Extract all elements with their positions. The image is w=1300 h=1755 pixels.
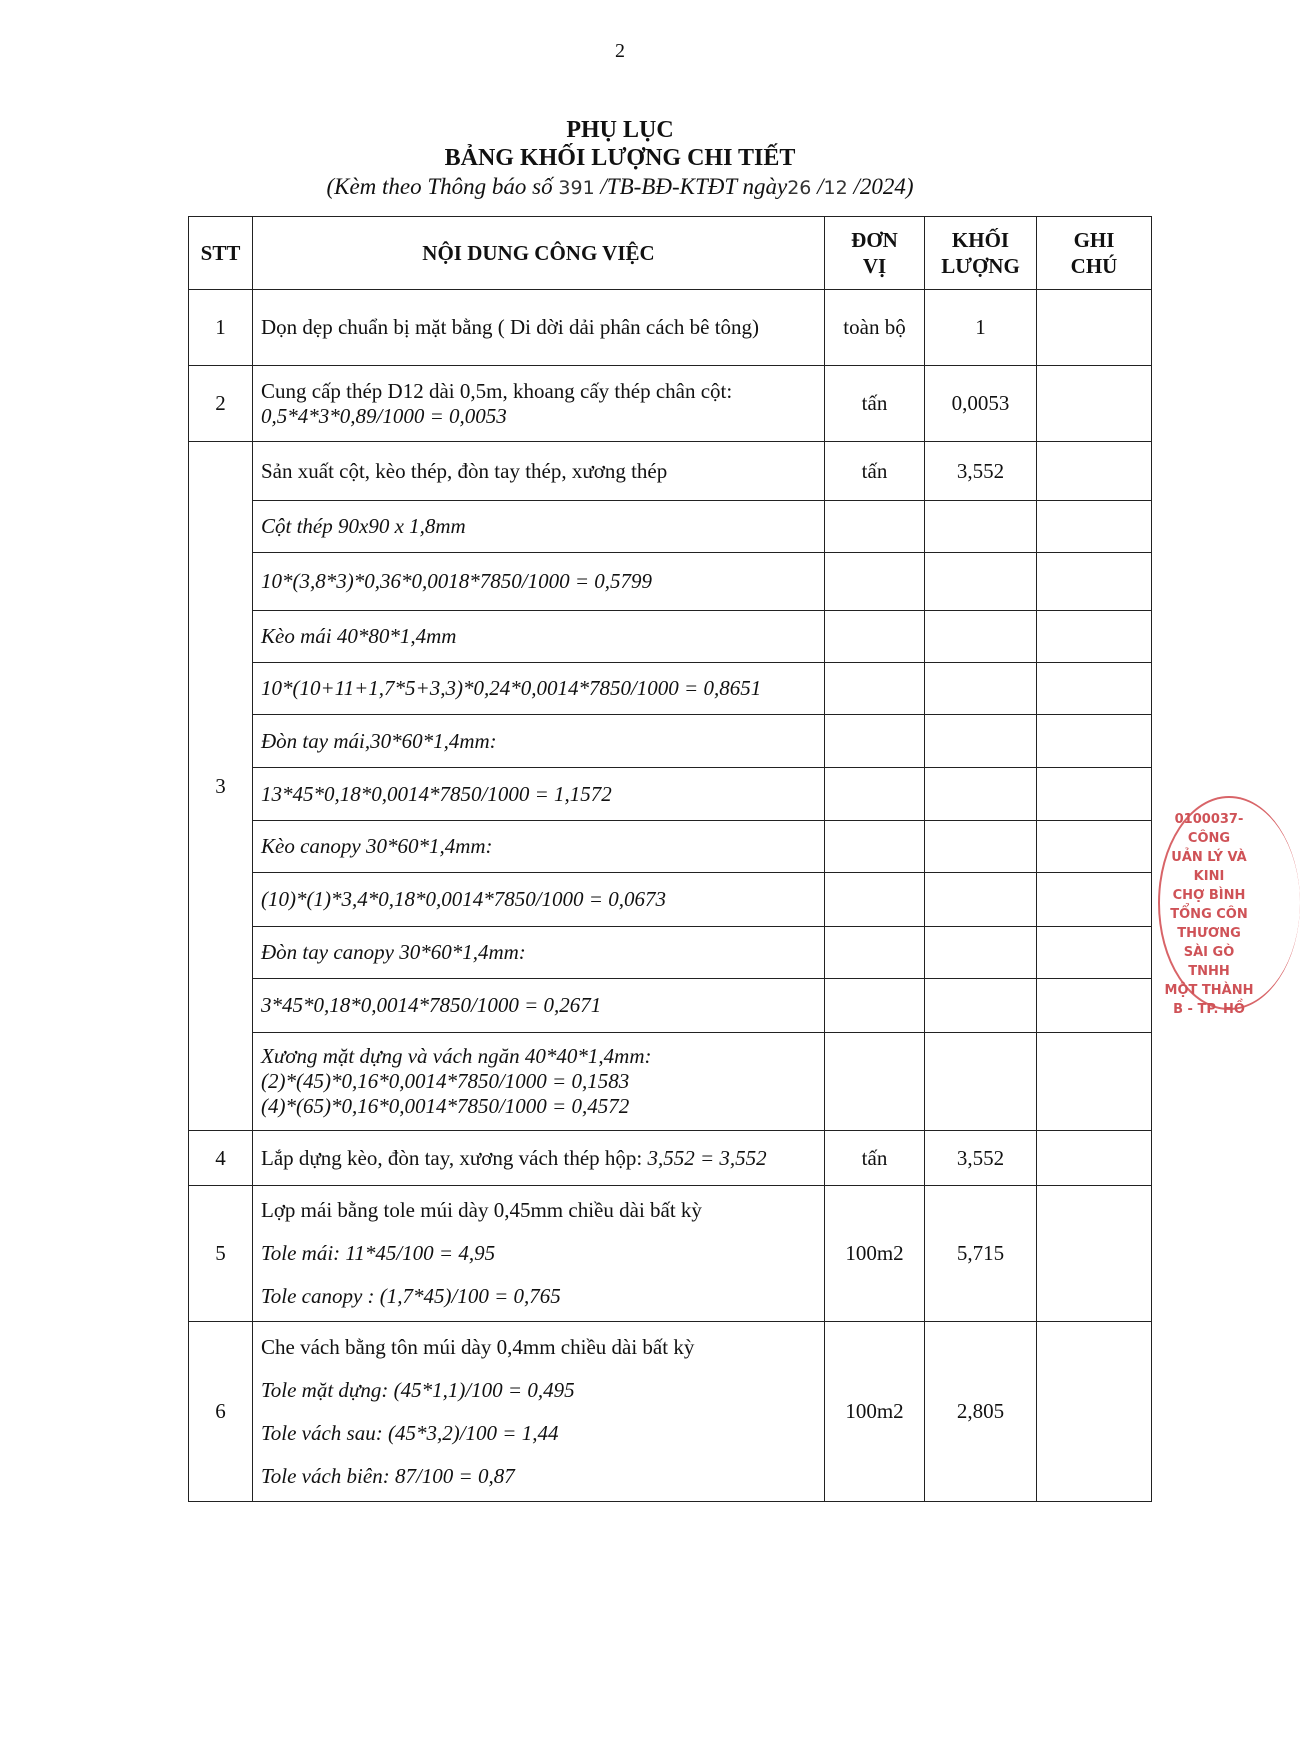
- table-header-row: [189, 217, 1152, 290]
- detail-row: [189, 1033, 1152, 1131]
- detail-text: Tole mái: 11*45/100 = 4,95: [261, 1241, 496, 1265]
- row-note: [1037, 1322, 1152, 1502]
- header-quantity: KHỐI LƯỢNG: [925, 217, 1037, 290]
- detail-row: [189, 715, 1152, 768]
- table-row: [189, 366, 1152, 442]
- row-stt: 3: [189, 442, 253, 1131]
- date-separator: /: [817, 174, 824, 199]
- row-quantity: 0,0053: [925, 366, 1037, 442]
- detail-row: [189, 979, 1152, 1033]
- row-quantity: 2,805: [925, 1322, 1037, 1502]
- reference-prefix: (Kèm theo Thông báo số: [326, 174, 553, 199]
- detail-text: Kèo mái 40*80*1,4mm: [253, 611, 825, 663]
- detail-row: [189, 553, 1152, 611]
- row-note: [1037, 1186, 1152, 1322]
- detail-text: Tole mặt dựng: (45*1,1)/100 = 0,495: [261, 1377, 575, 1402]
- detail-text: 13*45*0,18*0,0014*7850/1000 = 1,1572: [253, 768, 825, 821]
- quantity-table: [188, 216, 1152, 1502]
- row-quantity: 3,552: [925, 442, 1037, 501]
- row-unit: tấn: [825, 442, 925, 501]
- table-row: [189, 290, 1152, 366]
- row-quantity: 5,715: [925, 1186, 1037, 1322]
- header-note: GHI CHÚ: [1037, 217, 1152, 290]
- row-content: Dọn dẹp chuẩn bị mặt bằng ( Di dời dải phân cách bê tông): [253, 290, 825, 366]
- row-unit: 100m2: [825, 1186, 925, 1322]
- row-content: Lắp dựng kèo, đòn tay, xương vách thép hộp: 3,552 = 3,552: [253, 1131, 825, 1186]
- seal-text: 0100037- CÔNG UẢN LÝ VÀ KINI CHỢ BÌNH TỔNG CÔN THƯƠNG SÀI GÒ TNHH MỘT THÀNH B - TP. HỒ: [1164, 812, 1254, 1017]
- detail-text: Cột thép 90x90 x 1,8mm: [253, 501, 825, 553]
- table-row: [189, 1322, 1152, 1502]
- reference-year: /2024): [853, 174, 914, 199]
- header-content: NỘI DUNG CÔNG VIỆC: [253, 217, 825, 290]
- detail-text: Đòn tay mái,30*60*1,4mm:: [253, 715, 825, 768]
- row-content: Lợp mái bằng tole múi dày 0,45mm chiều dài bất kỳ Tole mái: 11*45/100 = 4,95 Tole canopy : (1,7*45)/100 = 0,765: [253, 1186, 825, 1322]
- detail-text: 3*45*0,18*0,0014*7850/1000 = 0,2671: [253, 979, 825, 1033]
- row-note: [1037, 1131, 1152, 1186]
- row-formula: 3,552 = 3,552: [647, 1145, 767, 1170]
- row-note: [1037, 290, 1152, 366]
- detail-row: [189, 873, 1152, 927]
- row-note: [1037, 442, 1152, 501]
- row-content: Cung cấp thép D12 dài 0,5m, khoang cấy thép chân cột: 0,5*4*3*0,89/1000 = 0,0053: [253, 366, 825, 442]
- detail-row: [189, 821, 1152, 873]
- detail-text: Tole vách sau: (45*3,2)/100 = 1,44: [261, 1420, 559, 1445]
- table-row: [189, 1131, 1152, 1186]
- detail-text: Tole canopy : (1,7*45)/100 = 0,765: [261, 1284, 561, 1308]
- detail-row: [189, 927, 1152, 979]
- detail-row: [189, 611, 1152, 663]
- row-unit: tấn: [825, 1131, 925, 1186]
- detail-text: 10*(10+11+1,7*5+3,3)*0,24*0,0014*7850/1000 = 0,8651: [253, 663, 825, 715]
- handwritten-day: 26: [787, 177, 812, 199]
- row-formula: 0,5*4*3*0,89/1000 = 0,0053: [261, 403, 507, 428]
- row-unit: tấn: [825, 366, 925, 442]
- appendix-title: PHỤ LỤC: [566, 117, 674, 143]
- row-content: Che vách bằng tôn múi dày 0,4mm chiều dài bất kỳ Tole mặt dựng: (45*1,1)/100 = 0,495 Tole vách sau: (45*3,2)/100 = 1,44 Tole vách biên: 87/100 = 0,87: [253, 1322, 825, 1502]
- row-stt: 2: [189, 366, 253, 442]
- detail-row: [189, 663, 1152, 715]
- reference-code: /TB-BĐ-KTĐT ngày: [600, 174, 788, 199]
- table-row: [189, 442, 1152, 501]
- row-stt: 1: [189, 290, 253, 366]
- header-stt: STT: [189, 217, 253, 290]
- detail-text: Kèo canopy 30*60*1,4mm:: [253, 821, 825, 873]
- detail-row: [189, 768, 1152, 821]
- detail-text: Tole vách biên: 87/100 = 0,87: [261, 1463, 515, 1488]
- company-seal: [1150, 796, 1270, 1016]
- reference-line: [0, 172, 1240, 203]
- row-stt: 5: [189, 1186, 253, 1322]
- row-stt: 4: [189, 1131, 253, 1186]
- row-unit: toàn bộ: [825, 290, 925, 366]
- row-stt: 6: [189, 1322, 253, 1502]
- detail-text: (10)*(1)*3,4*0,18*0,0014*7850/1000 = 0,0673: [253, 873, 825, 927]
- row-quantity: 3,552: [925, 1131, 1037, 1186]
- detail-text: 10*(3,8*3)*0,36*0,0018*7850/1000 = 0,5799: [253, 553, 825, 611]
- row-unit: 100m2: [825, 1322, 925, 1502]
- handwritten-month: 12: [823, 177, 848, 199]
- document-heading: [0, 116, 1240, 203]
- handwritten-number: 391: [558, 177, 595, 199]
- row-quantity: 1: [925, 290, 1037, 366]
- row-note: [1037, 366, 1152, 442]
- detail-row: [189, 501, 1152, 553]
- table-row: [189, 1186, 1152, 1322]
- detail-text: Đòn tay canopy 30*60*1,4mm:: [253, 927, 825, 979]
- table-title: BẢNG KHỐI LƯỢNG CHI TIẾT: [444, 145, 796, 171]
- header-unit: ĐƠN VỊ: [825, 217, 925, 290]
- row-content: Sản xuất cột, kèo thép, đòn tay thép, xương thép: [253, 442, 825, 501]
- detail-text: Xương mặt dựng và vách ngăn 40*40*1,4mm: (2)*(45)*0,16*0,0014*7850/1000 = 0,1583 (4)*(65)*0,16*0,0014*7850/1000 = 0,4572: [253, 1033, 825, 1131]
- page-number: 2: [615, 40, 625, 62]
